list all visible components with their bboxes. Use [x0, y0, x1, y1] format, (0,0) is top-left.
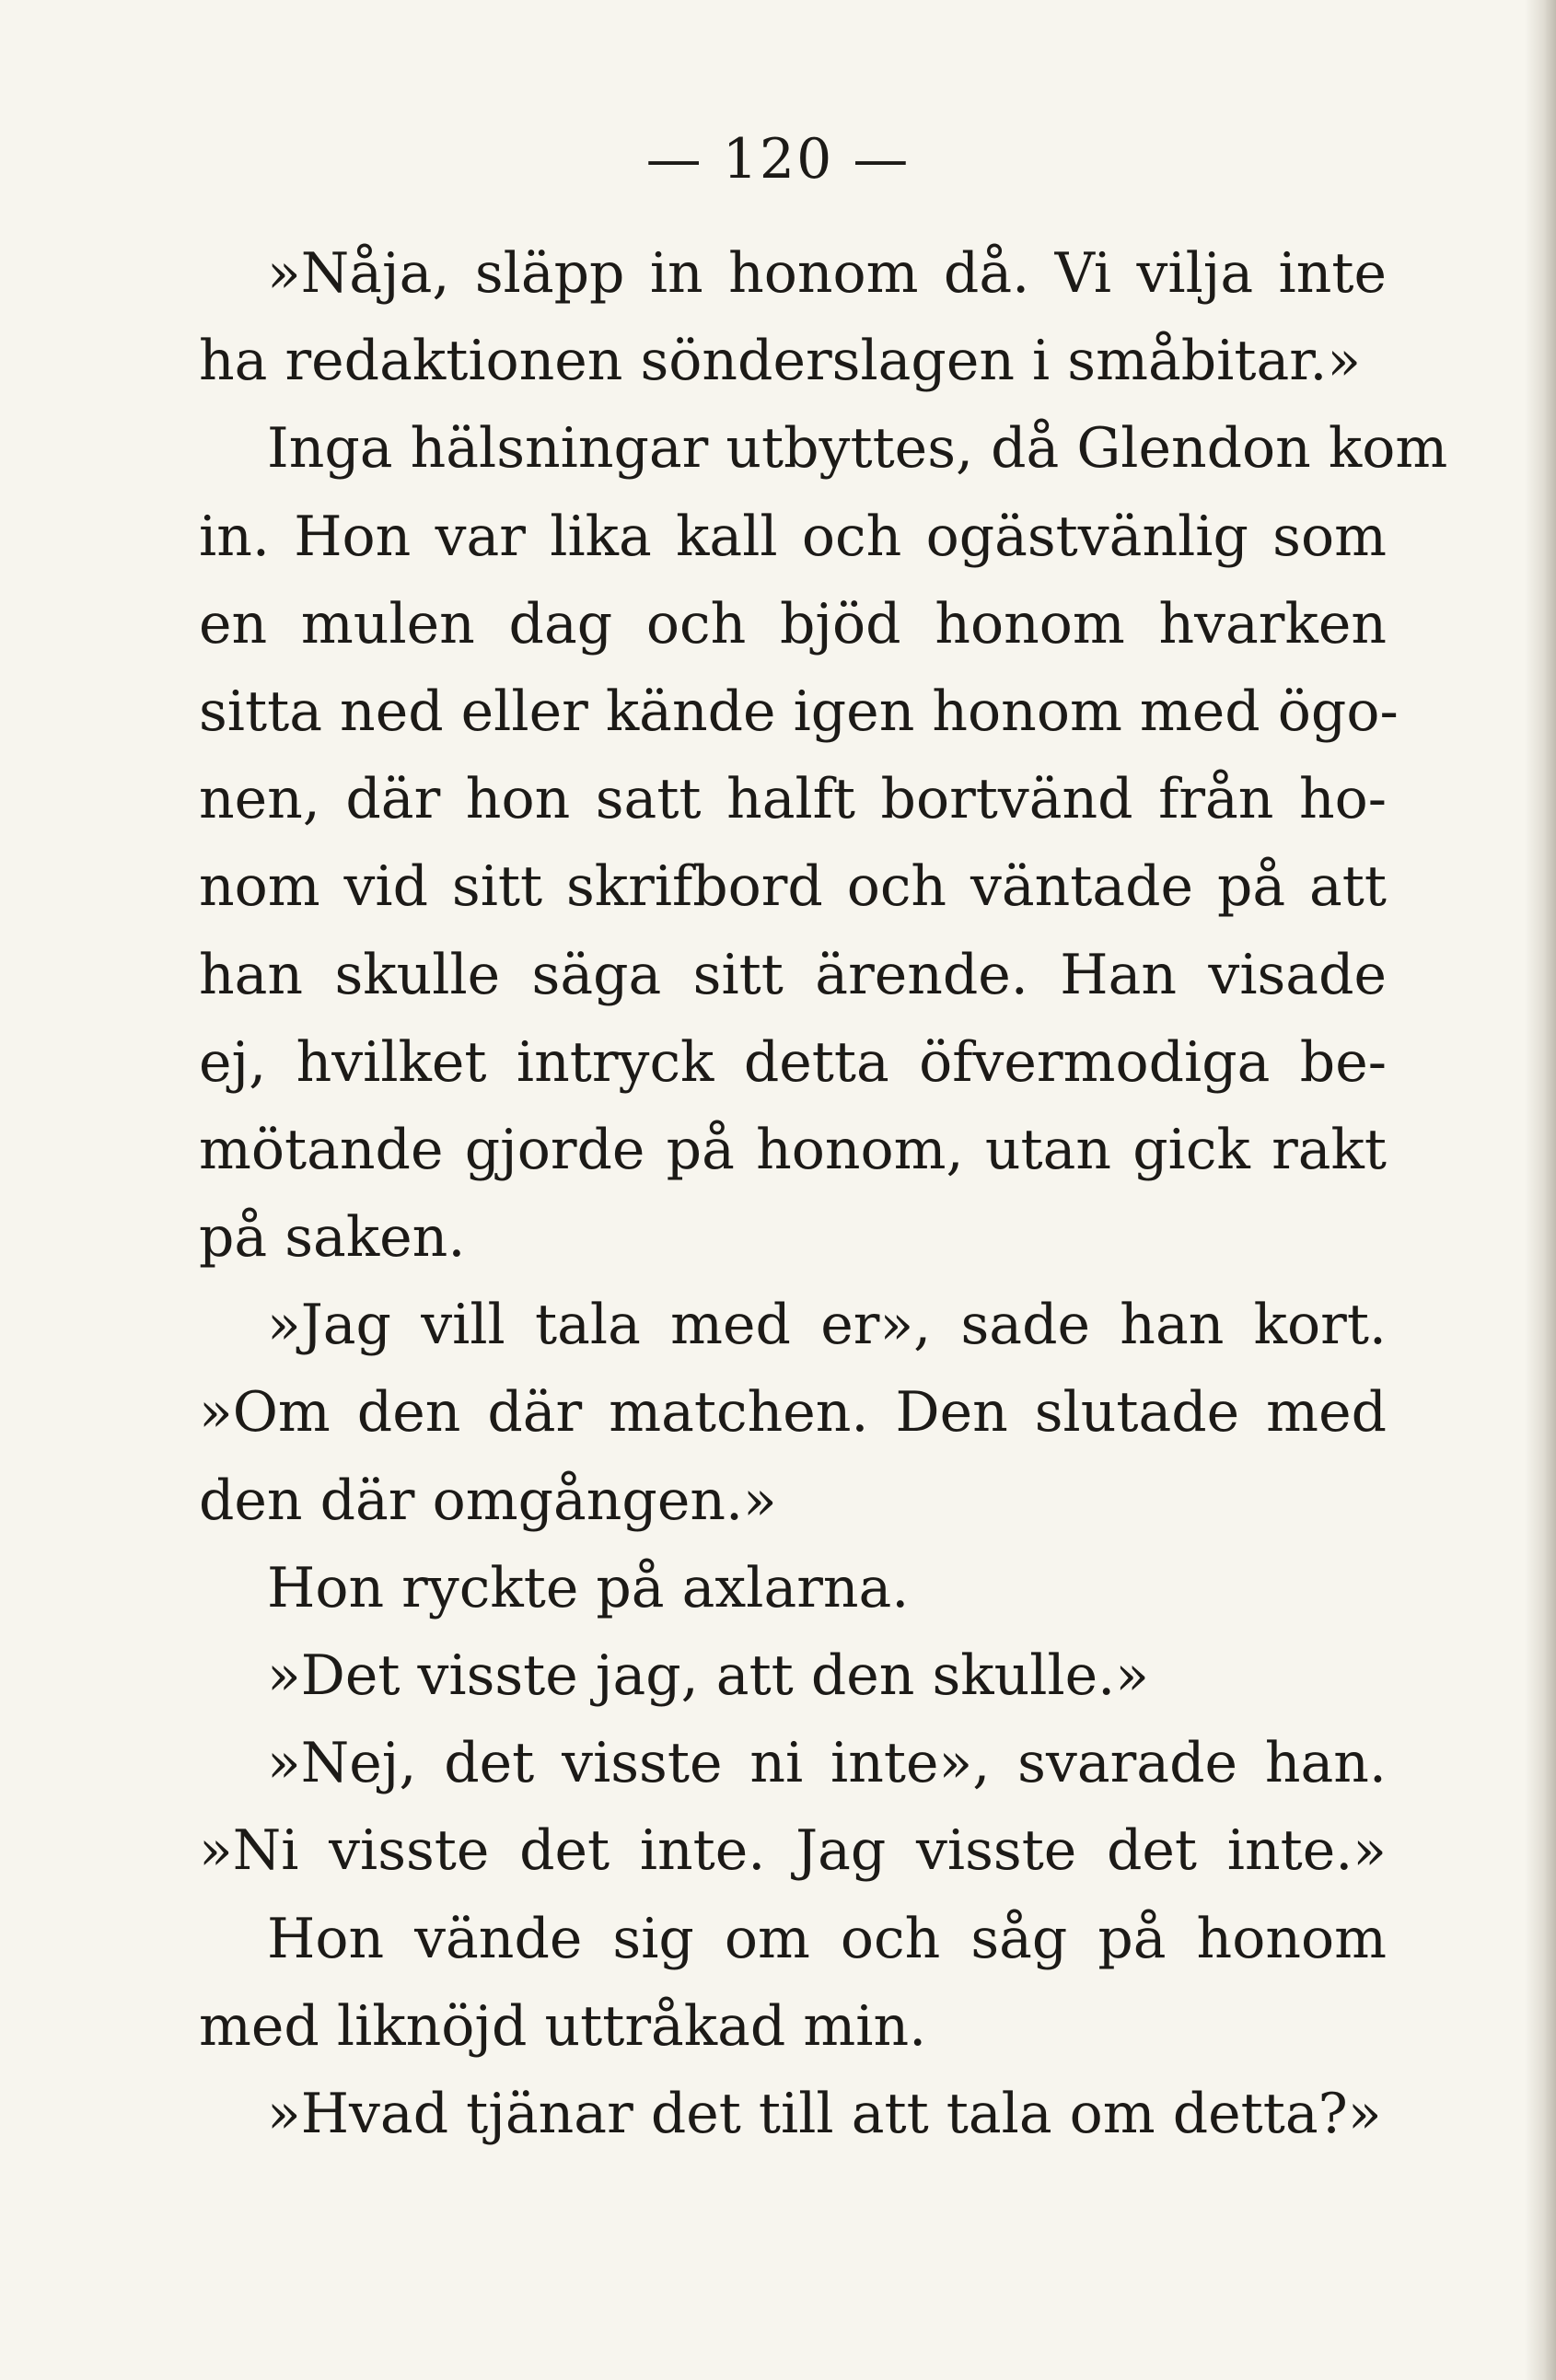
page-edge-shadow — [1525, 0, 1556, 2380]
text-line: mötande gjorde på honom, utan gick rakt — [199, 1117, 1387, 1182]
text-line: »Hvad tjänar det till att tala om detta?» — [267, 2081, 1382, 2146]
body-text — [199, 230, 1448, 2158]
page-number: — 120 — — [645, 127, 911, 192]
text-line: in. Hon var lika kall och ogästvänlig som — [199, 504, 1387, 569]
text-line: Hon vände sig om och såg på honom — [267, 1906, 1387, 1971]
text-line: nom vid sitt skrifbord och väntade på att — [199, 854, 1387, 920]
text-line: »Jag vill tala med er», sade han kort. — [267, 1293, 1387, 1358]
text-line: med liknöjd uttråkad min. — [199, 1993, 927, 2059]
text-line: »Nej, det visste ni inte», svarade han. — [267, 1731, 1387, 1796]
text-line: han skulle säga sitt ärende. Han visade — [199, 942, 1387, 1007]
text-line: »Om den där matchen. Den slutade med — [199, 1380, 1387, 1445]
text-line: ej, hvilket intryck detta öfvermodiga be- — [199, 1029, 1387, 1095]
text-line: Hon ryckte på axlarna. — [267, 1555, 910, 1620]
text-line: Inga hälsningar utbyttes, då Glendon kom — [267, 416, 1448, 482]
text-line: sitta ned eller kände igen honom med ögo- — [199, 679, 1399, 744]
text-line: »Nåja, släpp in honom då. Vi vilja inte — [267, 241, 1387, 306]
text-line: »Det visste jag, att den skulle.» — [267, 1643, 1149, 1708]
text-line: »Ni visste det inte. Jag visste det inte.» — [199, 1818, 1387, 1884]
text-line: en mulen dag och bjöd honom hvarken — [199, 591, 1387, 656]
text-line: på saken. — [199, 1205, 466, 1271]
text-line: den där omgången.» — [199, 1468, 777, 1533]
text-line: ha redaktionen sönderslagen i småbitar.» — [199, 329, 1362, 394]
text-line: nen, där hon satt halft bortvänd från ho- — [199, 767, 1387, 832]
